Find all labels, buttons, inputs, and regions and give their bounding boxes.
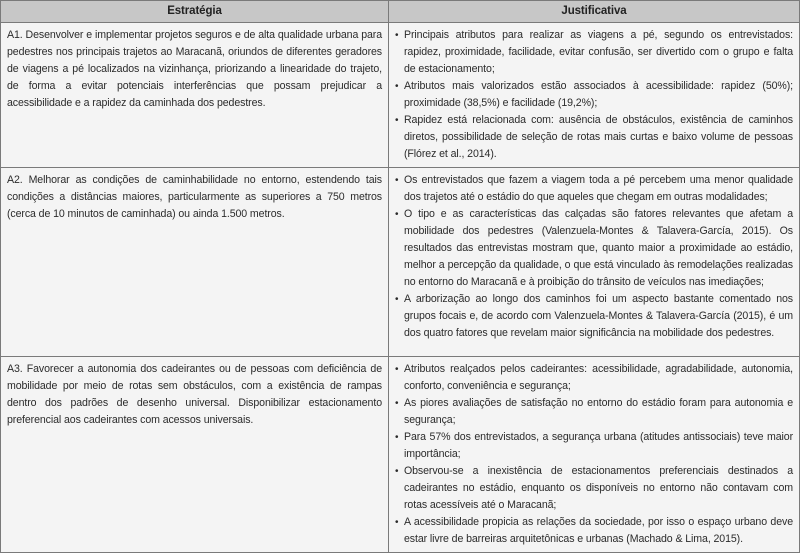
bullet-icon: • xyxy=(395,115,399,126)
justification-text: Para 57% dos entrevistados, a segurança urbana (atitudes antissociais) teve maior importância; xyxy=(404,431,793,460)
justification-cell xyxy=(389,357,800,553)
justification-text: Principais atributos para realizar as viagens a pé, segundo os entrevistados: rapidez, proximidade, facilidade, evitar confusão, ser divertido com o grupo e falta de estacionamento; xyxy=(404,29,793,75)
justification-text: Atributos mais valorizados estão associados à acessibilidade: rapidez (50%); proximidade (38,5%) e facilidade (19,2%); xyxy=(404,80,793,109)
bullet-icon: • xyxy=(395,398,399,409)
bullet-icon: • xyxy=(395,466,399,477)
justification-text: Atributos realçados pelos cadeirantes: acessibilidade, agradabilidade, autonomia, conforto, conveniência e segurança; xyxy=(404,363,793,392)
justification-cell xyxy=(389,168,800,357)
list-item xyxy=(395,463,793,514)
justification-text: As piores avaliações de satisfação no entorno do estádio foram para autonomia e segurança; xyxy=(404,397,793,426)
header-justification: Justificativa xyxy=(389,1,800,23)
list-item xyxy=(395,361,793,395)
bullet-icon: • xyxy=(395,175,399,186)
list-item xyxy=(395,172,793,206)
justification-text: A acessibilidade propicia as relações da sociedade, por isso o espaço urbano deve estar livre de barreiras arquitetônicas e urbanas (Machado & Lima, 2015). xyxy=(404,516,793,545)
header-strategy: Estratégia xyxy=(1,1,389,23)
justification-list xyxy=(395,361,793,548)
list-item xyxy=(395,514,793,548)
bullet-icon: • xyxy=(395,364,399,375)
list-item xyxy=(395,395,793,429)
bullet-icon: • xyxy=(395,517,399,528)
list-item xyxy=(395,429,793,463)
justification-text: O tipo e as características das calçadas são fatores relevantes que afetam a mobilidade dos pedestres (Valenzuela-Montes & Talavera-García, 2015). Os resultados das entrevistas mostram que, quanto maior a proximidade ao estádio, melhor a percepção da qualidade, o que está vinculado às remodelações realizadas no entorno do Maracanã e à proibição do trânsito de veículos nas imediações; xyxy=(404,208,793,288)
bullet-icon: • xyxy=(395,30,399,41)
strategy-cell: A2. Melhorar as condições de caminhabilidade no entorno, estendendo tais condições a distâncias maiores, particularmente as superiores a 750 metros (cerca de 10 minutos de caminhada) ou ainda 1.500 metros. xyxy=(1,168,389,357)
bullet-icon: • xyxy=(395,81,399,92)
table-row xyxy=(1,23,800,168)
bullet-icon: • xyxy=(395,209,399,220)
justification-list xyxy=(395,27,793,163)
table-row xyxy=(1,357,800,553)
list-item xyxy=(395,206,793,291)
justification-text: Rapidez está relacionada com: ausência de obstáculos, existência de caminhos diretos, possibilidade de seleção de rotas mais curtas e baixo volume de pessoas (Flórez et al., 2014). xyxy=(404,114,793,160)
justification-text: Observou-se a inexistência de estacionamentos preferenciais destinados a cadeirantes no estádio, enquanto os disponíveis no entorno não contavam com rotas acessíveis até o Maracanã; xyxy=(404,465,793,511)
table-row xyxy=(1,168,800,357)
header-row xyxy=(1,1,800,23)
list-item xyxy=(395,112,793,163)
justification-text: A arborização ao longo dos caminhos foi um aspecto bastante comentado nos grupos focais e, de acordo com Valenzuela-Montes & Talavera-García (2015), é um dos quatro fatores que revelam maior significância na mobilidade dos pedestres. xyxy=(404,293,793,339)
justification-list xyxy=(395,172,793,342)
bullet-icon: • xyxy=(395,294,399,305)
list-item xyxy=(395,78,793,112)
bullet-icon: • xyxy=(395,432,399,443)
justification-cell xyxy=(389,23,800,168)
list-item xyxy=(395,291,793,342)
strategy-cell: A3. Favorecer a autonomia dos cadeirantes ou de pessoas com deficiência de mobilidade por meio de rotas sem obstáculos, com a existência de rampas dentro dos padrões de desenho universal. Disponibilizar estacionamento preferencial aos cadeirantes com acessos universais. xyxy=(1,357,389,553)
strategy-cell: A1. Desenvolver e implementar projetos seguros e de alta qualidade urbana para pedestres nos principais trajetos ao Maracanã, oriundos de diferentes geradores de viagens a pé localizados na vizinhança, priorizando a linearidade do trajeto, de forma a evitar potenciais interferências que possam prejudicar a acessibilidade e a rapidez da caminhada dos pedestres. xyxy=(1,23,389,168)
justification-text: Os entrevistados que fazem a viagem toda a pé percebem uma menor qualidade dos trajetos até o estádio do que aqueles que chegam em outras modalidades; xyxy=(404,174,793,203)
list-item xyxy=(395,27,793,78)
